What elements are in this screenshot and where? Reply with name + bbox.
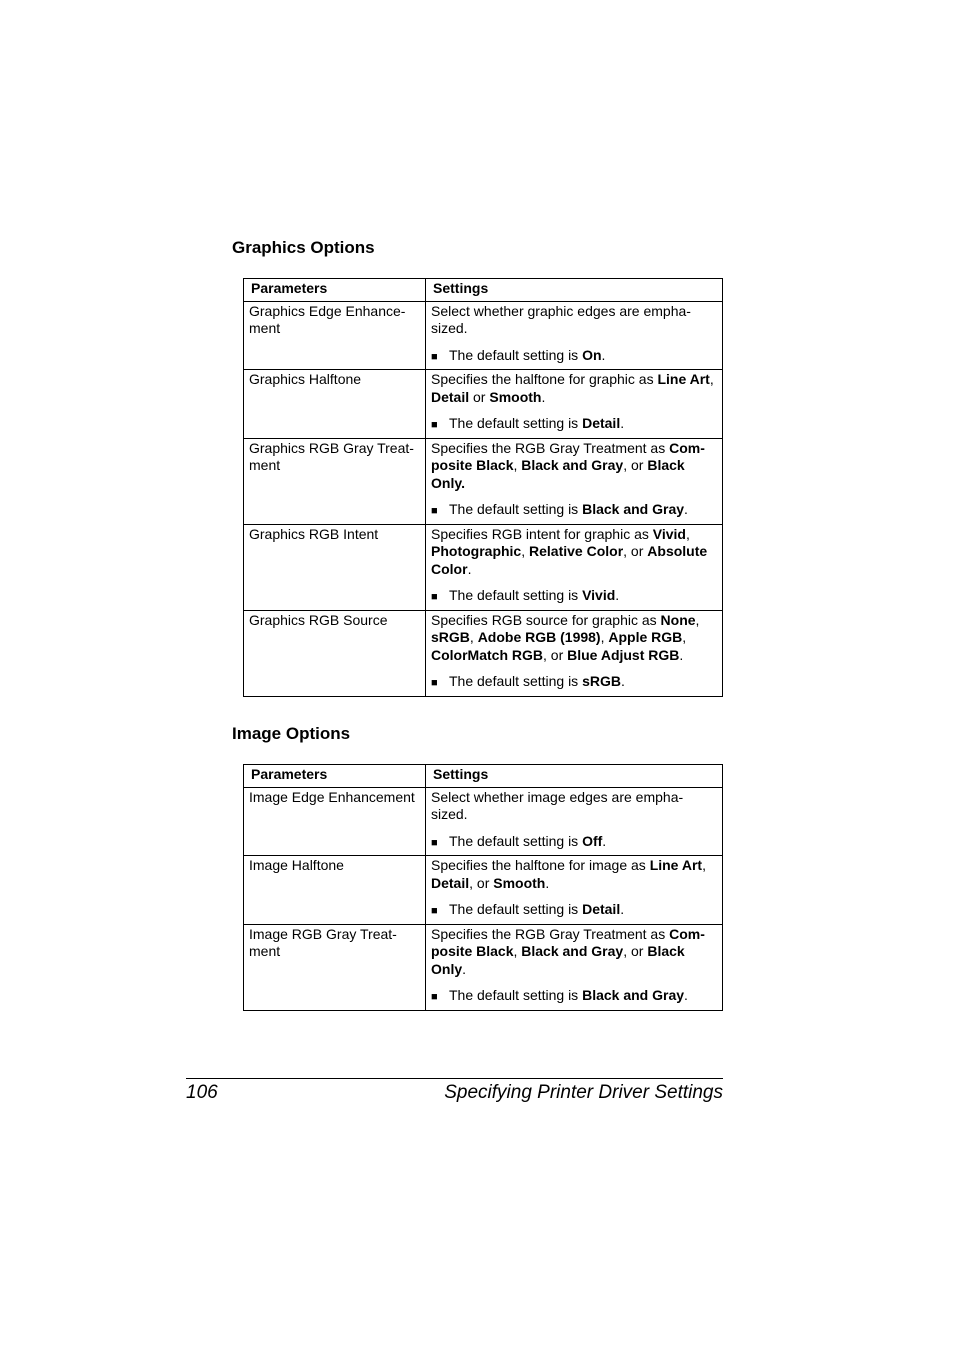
text-run: The default setting is xyxy=(449,415,583,431)
setting-description xyxy=(431,612,717,665)
bold-term: sRGB xyxy=(582,673,621,689)
bold-term: Detail xyxy=(431,388,470,405)
bold-term: Black and Gray xyxy=(521,943,624,959)
bold-term: Smooth xyxy=(493,874,546,891)
table-row xyxy=(244,924,723,1010)
bold-term: Com-posite Black xyxy=(431,925,705,959)
text-run: , xyxy=(685,525,690,542)
text-run: . xyxy=(462,960,467,977)
text-run: . xyxy=(541,388,546,405)
setting-cell xyxy=(426,856,723,925)
setting-cell xyxy=(426,924,723,1010)
text-run: , or xyxy=(543,646,568,663)
setting-description xyxy=(431,857,717,892)
table-row xyxy=(244,787,723,856)
bold-term: On xyxy=(582,346,602,363)
bold-term: Vivid xyxy=(652,525,686,542)
bold-term: Blue Adjust RGB xyxy=(567,646,680,663)
text-run: . xyxy=(467,560,472,577)
text-run: , or xyxy=(469,874,494,891)
text-run: , xyxy=(469,629,478,645)
text-run: Specifies RGB source for graphic as xyxy=(431,611,661,628)
setting-description xyxy=(431,789,717,824)
default-setting xyxy=(431,347,717,367)
text-run: , xyxy=(682,629,687,645)
bold-term: Com-posite Black xyxy=(431,439,705,473)
square-bullet-icon: ■ xyxy=(431,905,438,917)
square-bullet-icon: ■ xyxy=(431,991,438,1003)
text-run: The default setting is xyxy=(449,673,583,689)
text-run: The default setting is xyxy=(449,587,583,603)
graphics-options-title: Graphics Options xyxy=(232,238,375,257)
table-row xyxy=(244,438,723,524)
text-run: Select whether graphic edges are empha-sized. xyxy=(431,302,691,336)
default-setting xyxy=(431,415,717,435)
bold-term: Adobe RGB (1998) xyxy=(477,629,601,645)
image-options-table xyxy=(243,764,723,1011)
setting-cell xyxy=(426,301,723,370)
graphics-options-table xyxy=(243,278,723,697)
text-run: . xyxy=(684,987,688,1003)
text-run: The default setting is xyxy=(449,346,583,363)
text-run: , xyxy=(709,371,714,387)
bold-term: Black and Gray xyxy=(521,457,624,473)
square-bullet-icon: ■ xyxy=(431,591,438,603)
bold-term: Detail xyxy=(582,415,621,431)
default-setting xyxy=(431,833,717,853)
setting-cell xyxy=(426,370,723,439)
setting-cell xyxy=(426,438,723,524)
table-row xyxy=(244,610,723,696)
text-run: The default setting is xyxy=(449,832,583,849)
text-run: , xyxy=(600,629,609,645)
table-header-row xyxy=(244,279,723,302)
bold-term: Photographic xyxy=(431,543,522,559)
parameter-name: Graphics RGB Source xyxy=(244,610,426,696)
text-run: Specifies the RGB Gray Treatment as xyxy=(431,925,670,942)
bold-term: Absolute Color xyxy=(431,543,708,577)
bold-term: None xyxy=(660,611,696,628)
text-run: , xyxy=(702,857,706,873)
square-bullet-icon: ■ xyxy=(431,350,438,363)
text-run: . xyxy=(679,646,684,663)
bold-term: Line Art xyxy=(657,371,710,387)
square-bullet-icon: ■ xyxy=(431,677,438,689)
parameter-name: Graphics Halftone xyxy=(244,370,426,439)
parameter-name: Graphics RGB Intent xyxy=(244,524,426,610)
text-run: . xyxy=(545,874,550,891)
bold-term: Black and Gray xyxy=(582,501,685,517)
bold-term: Detail xyxy=(431,874,470,891)
text-run: . xyxy=(601,346,606,363)
default-setting xyxy=(431,501,717,521)
parameter-name: Image RGB Gray Treat-ment xyxy=(244,924,426,1010)
column-header-parameters: Parameters xyxy=(244,279,426,302)
footer-rule xyxy=(186,1078,723,1079)
bold-term: Black Only. xyxy=(431,457,685,491)
chapter-title: Specifying Printer Driver Settings xyxy=(444,1082,723,1103)
bold-term: Detail xyxy=(582,901,621,917)
bold-term: Off xyxy=(582,832,603,849)
parameter-name: Image Edge Enhancement xyxy=(244,787,426,856)
text-run: . xyxy=(684,501,688,517)
text-run: , or xyxy=(623,943,648,959)
bold-term: Apple RGB xyxy=(608,629,683,645)
default-setting xyxy=(431,673,717,693)
default-setting xyxy=(431,587,717,607)
text-run: , xyxy=(513,457,522,473)
text-run: Specifies the halftone for image as xyxy=(431,857,650,873)
text-run: , xyxy=(521,543,530,559)
default-setting xyxy=(431,987,717,1007)
table-row xyxy=(244,370,723,439)
bold-term: sRGB xyxy=(431,629,470,645)
setting-cell xyxy=(426,524,723,610)
page-number: 106 xyxy=(186,1082,218,1103)
parameter-name: Image Halftone xyxy=(244,856,426,925)
text-run: Specifies RGB intent for graphic as xyxy=(431,525,653,542)
parameter-name: Graphics Edge Enhance-ment xyxy=(244,301,426,370)
text-run: Select whether image edges are empha-sized. xyxy=(431,788,684,822)
text-run: , or xyxy=(623,457,648,473)
text-run: , xyxy=(695,611,700,628)
bold-term: Line Art xyxy=(649,857,703,873)
text-run: Specifies the RGB Gray Treatment as xyxy=(431,439,670,456)
parameter-name: Graphics RGB Gray Treat-ment xyxy=(244,438,426,524)
image-options-title: Image Options xyxy=(232,724,351,743)
bold-term: Vivid xyxy=(582,587,616,603)
square-bullet-icon: ■ xyxy=(431,505,438,517)
bold-term: ColorMatch RGB xyxy=(431,646,543,663)
setting-description xyxy=(431,303,717,338)
text-run: , xyxy=(513,943,522,959)
bold-term: Black Only xyxy=(431,943,685,977)
bold-term: Smooth xyxy=(489,388,542,405)
text-run: . xyxy=(615,587,620,603)
setting-description xyxy=(431,526,717,579)
bold-term: Relative Color xyxy=(529,543,624,559)
square-bullet-icon: ■ xyxy=(431,419,438,431)
text-run: The default setting is xyxy=(449,901,583,917)
bold-term: Black and Gray xyxy=(582,987,685,1003)
table-row xyxy=(244,524,723,610)
setting-cell xyxy=(426,787,723,856)
text-run: . xyxy=(620,901,625,917)
text-run: The default setting is xyxy=(449,501,583,517)
table-header-row xyxy=(244,765,723,788)
text-run: Specifies the halftone for graphic as xyxy=(431,371,658,387)
setting-description xyxy=(431,926,717,979)
table-row xyxy=(244,856,723,925)
setting-cell xyxy=(426,610,723,696)
column-header-settings: Settings xyxy=(426,279,723,302)
setting-description xyxy=(431,440,717,493)
text-run: , or xyxy=(623,543,648,559)
square-bullet-icon: ■ xyxy=(431,836,438,849)
column-header-parameters: Parameters xyxy=(244,765,426,788)
text-run: . xyxy=(602,832,607,849)
text-run: . xyxy=(620,415,625,431)
text-run: or xyxy=(469,388,490,405)
default-setting xyxy=(431,901,717,921)
setting-description xyxy=(431,371,717,406)
table-row xyxy=(244,301,723,370)
column-header-settings: Settings xyxy=(426,765,723,788)
text-run: . xyxy=(620,673,625,689)
text-run: The default setting is xyxy=(449,987,583,1003)
